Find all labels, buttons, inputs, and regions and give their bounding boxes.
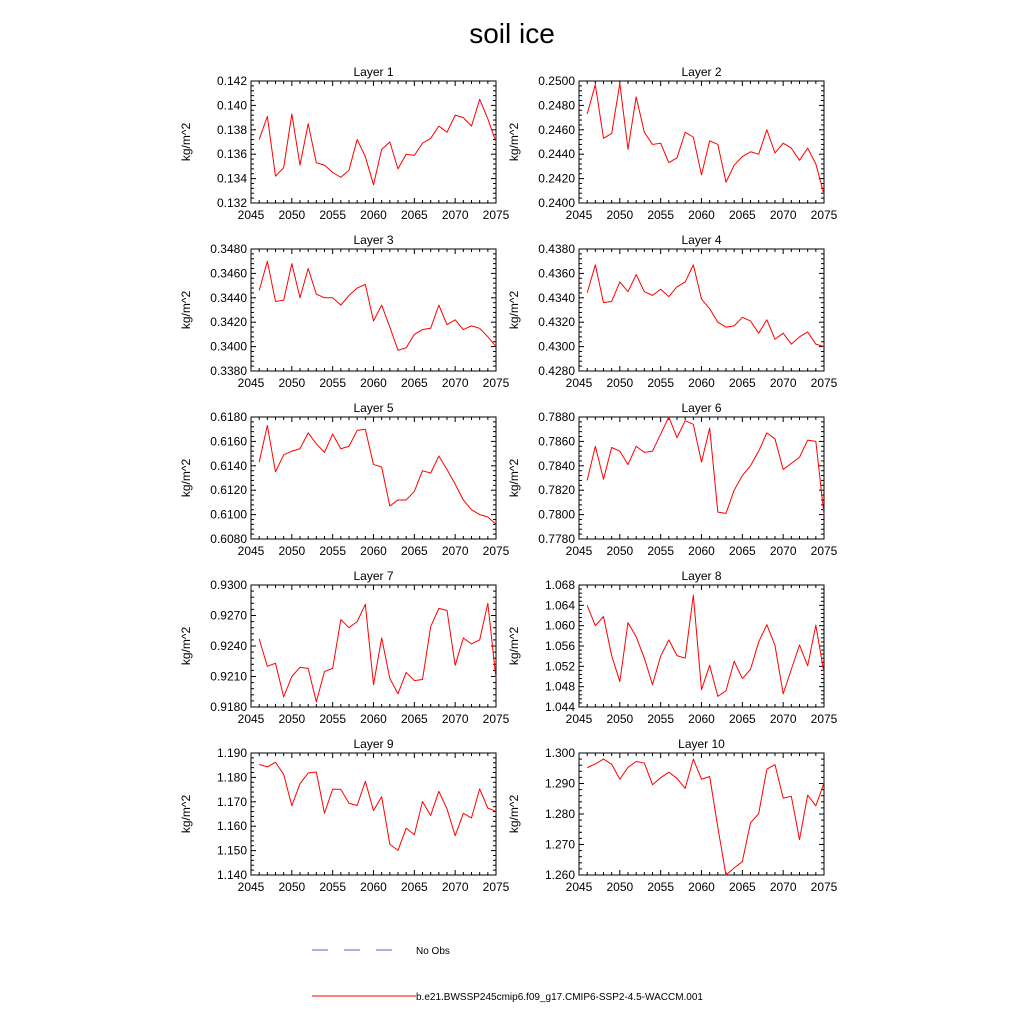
y-axis-label: kg/m^2 <box>507 626 521 666</box>
x-tick-label: 2060 <box>360 712 387 726</box>
x-tick-label: 2060 <box>688 544 715 558</box>
y-tick-label: 1.048 <box>544 679 575 694</box>
x-tick-label: 2070 <box>441 376 469 390</box>
y-tick-label: 0.134 <box>216 171 247 186</box>
x-tick-label: 2075 <box>482 376 510 390</box>
y-tick-label: 0.140 <box>216 98 247 113</box>
panel-title: Layer 7 <box>353 569 394 583</box>
x-tick-label: 2050 <box>606 712 634 726</box>
y-tick-label: 0.3400 <box>210 339 247 354</box>
y-tick-label: 0.7860 <box>538 434 575 449</box>
series-line-layer-5 <box>259 426 496 525</box>
y-tick-label: 1.060 <box>544 618 575 633</box>
y-axis-label: kg/m^2 <box>179 290 193 330</box>
plot-frame <box>579 81 824 203</box>
y-tick-label: 0.4320 <box>538 315 575 330</box>
plot-frame <box>251 417 496 539</box>
x-tick-label: 2075 <box>482 208 510 222</box>
panel-title: Layer 4 <box>681 233 722 247</box>
y-tick-label: 0.9240 <box>210 639 247 653</box>
x-tick-label: 2050 <box>606 880 634 894</box>
x-tick-label: 2070 <box>441 880 469 894</box>
y-tick-label: 0.3480 <box>210 242 247 256</box>
plot-frame <box>251 585 496 707</box>
plot-frame <box>579 417 824 539</box>
y-tick-label: 0.3460 <box>210 266 247 281</box>
y-tick-label: 0.2480 <box>538 98 575 113</box>
panel-title: Layer 1 <box>353 65 394 79</box>
plot-frame <box>251 249 496 371</box>
y-axis-label: kg/m^2 <box>179 122 193 162</box>
panel-title: Layer 2 <box>681 65 722 79</box>
x-tick-label: 2075 <box>482 712 510 726</box>
x-tick-label: 2065 <box>728 544 756 558</box>
x-tick-label: 2075 <box>810 880 838 894</box>
plot-frame <box>579 249 824 371</box>
x-tick-label: 2055 <box>319 712 347 726</box>
plot-frame <box>251 753 496 875</box>
legend-obs-label: No Obs <box>416 946 450 957</box>
y-tick-label: 1.280 <box>544 807 575 821</box>
series-line-layer-9 <box>259 762 496 850</box>
legend-model-label: b.e21.BWSSP245cmip6.f09_g17.CMIP6-SSP2-4.5-WACCM.001 <box>416 992 703 1003</box>
x-tick-label: 2055 <box>647 376 675 390</box>
y-tick-label: 0.132 <box>216 196 247 210</box>
x-tick-label: 2075 <box>810 376 838 390</box>
x-tick-label: 2045 <box>237 376 265 390</box>
y-tick-label: 1.190 <box>216 746 247 760</box>
panel-title: Layer 8 <box>681 569 722 583</box>
x-tick-label: 2055 <box>647 544 675 558</box>
panel-title: Layer 6 <box>681 401 722 415</box>
y-axis-label: kg/m^2 <box>179 794 193 834</box>
y-tick-label: 1.290 <box>544 776 575 791</box>
y-tick-label: 1.140 <box>216 868 247 882</box>
y-tick-label: 0.9270 <box>210 608 247 623</box>
legend <box>312 946 703 1003</box>
x-tick-label: 2060 <box>688 208 715 222</box>
x-tick-label: 2045 <box>237 208 265 222</box>
y-tick-label: 0.4300 <box>538 339 575 354</box>
panel-title: Layer 10 <box>678 737 725 751</box>
x-tick-label: 2075 <box>810 544 838 558</box>
y-tick-label: 0.2460 <box>538 122 575 137</box>
x-tick-label: 2075 <box>482 880 510 894</box>
x-tick-label: 2070 <box>769 544 797 558</box>
x-tick-label: 2065 <box>400 544 428 558</box>
x-tick-label: 2055 <box>319 208 347 222</box>
x-tick-label: 2065 <box>400 376 428 390</box>
y-tick-label: 0.7780 <box>538 532 575 546</box>
y-tick-label: 0.7820 <box>538 483 575 498</box>
x-tick-label: 2050 <box>278 544 306 558</box>
x-tick-label: 2070 <box>441 544 469 558</box>
x-tick-label: 2065 <box>728 376 756 390</box>
x-tick-label: 2050 <box>278 712 306 726</box>
x-tick-label: 2055 <box>319 880 347 894</box>
x-tick-label: 2075 <box>810 208 838 222</box>
x-tick-label: 2060 <box>688 376 715 390</box>
x-tick-label: 2060 <box>360 880 387 894</box>
y-tick-label: 1.170 <box>216 794 247 809</box>
y-tick-label: 0.6160 <box>210 434 247 449</box>
x-tick-label: 2055 <box>647 208 675 222</box>
figure-title: soil ice <box>469 18 555 49</box>
x-tick-label: 2065 <box>728 208 756 222</box>
y-tick-label: 1.056 <box>544 639 575 653</box>
series-line-layer-4 <box>587 265 824 347</box>
x-tick-label: 2045 <box>237 880 265 894</box>
x-tick-label: 2050 <box>278 880 306 894</box>
x-tick-label: 2060 <box>360 376 387 390</box>
x-tick-label: 2065 <box>728 880 756 894</box>
x-tick-label: 2060 <box>360 544 387 558</box>
y-axis-label: kg/m^2 <box>179 458 193 498</box>
x-tick-label: 2055 <box>647 880 675 894</box>
x-tick-label: 2060 <box>360 208 387 222</box>
x-tick-label: 2045 <box>565 712 593 726</box>
y-tick-label: 0.7840 <box>538 458 575 473</box>
series-line-layer-7 <box>259 603 496 702</box>
y-tick-label: 1.180 <box>216 770 247 785</box>
series-line-layer-10 <box>587 759 824 875</box>
x-tick-label: 2065 <box>728 712 756 726</box>
y-tick-label: 0.6120 <box>210 483 247 498</box>
panel-layer-10 <box>507 737 838 894</box>
y-tick-label: 0.4280 <box>538 364 575 378</box>
x-tick-label: 2075 <box>810 712 838 726</box>
panel-layer-5 <box>179 401 510 558</box>
y-tick-label: 0.2440 <box>538 147 575 162</box>
x-tick-label: 2045 <box>565 376 593 390</box>
y-tick-label: 1.064 <box>544 598 575 613</box>
y-tick-label: 0.138 <box>216 122 247 137</box>
series-line-layer-8 <box>587 595 824 696</box>
series-line-layer-6 <box>587 417 824 515</box>
y-tick-label: 1.150 <box>216 843 247 858</box>
x-tick-label: 2050 <box>278 376 306 390</box>
x-tick-label: 2060 <box>688 880 715 894</box>
x-tick-label: 2055 <box>647 712 675 726</box>
y-tick-label: 1.160 <box>216 819 247 834</box>
x-tick-label: 2050 <box>606 376 634 390</box>
x-tick-label: 2045 <box>565 880 593 894</box>
series-line-layer-1 <box>259 99 496 184</box>
y-tick-label: 1.260 <box>544 868 575 882</box>
y-tick-label: 1.044 <box>544 700 575 714</box>
y-tick-label: 1.068 <box>544 578 575 592</box>
y-tick-label: 0.6080 <box>210 532 247 546</box>
panels <box>179 65 838 894</box>
y-tick-label: 0.6100 <box>210 507 247 522</box>
series-line-layer-3 <box>259 261 496 350</box>
y-tick-label: 0.3420 <box>210 315 247 330</box>
y-tick-label: 0.3440 <box>210 290 247 305</box>
y-tick-label: 0.7880 <box>538 410 575 424</box>
x-tick-label: 2070 <box>769 880 797 894</box>
y-tick-label: 1.052 <box>544 659 575 674</box>
x-tick-label: 2070 <box>769 208 797 222</box>
x-tick-label: 2045 <box>237 712 265 726</box>
x-tick-label: 2070 <box>769 376 797 390</box>
x-tick-label: 2070 <box>441 208 469 222</box>
panel-layer-6 <box>507 401 838 558</box>
y-tick-label: 0.4340 <box>538 290 575 305</box>
y-tick-label: 0.2400 <box>538 196 575 210</box>
y-tick-label: 0.9210 <box>210 669 247 684</box>
y-tick-label: 0.7800 <box>538 507 575 522</box>
y-axis-label: kg/m^2 <box>507 290 521 330</box>
y-tick-label: 0.2500 <box>538 74 575 88</box>
y-tick-label: 1.270 <box>544 837 575 852</box>
x-tick-label: 2065 <box>400 712 428 726</box>
y-tick-label: 0.9180 <box>210 700 247 714</box>
x-tick-label: 2045 <box>237 544 265 558</box>
x-tick-label: 2050 <box>606 544 634 558</box>
y-axis-label: kg/m^2 <box>507 458 521 498</box>
y-axis-label: kg/m^2 <box>507 122 521 162</box>
x-tick-label: 2045 <box>565 208 593 222</box>
x-tick-label: 2055 <box>319 376 347 390</box>
x-tick-label: 2070 <box>769 712 797 726</box>
x-tick-label: 2050 <box>278 208 306 222</box>
series-line-layer-2 <box>587 83 824 194</box>
y-axis-label: kg/m^2 <box>179 626 193 666</box>
y-tick-label: 0.9300 <box>210 578 247 592</box>
y-tick-label: 0.142 <box>216 74 247 88</box>
y-tick-label: 0.3380 <box>210 364 247 378</box>
panel-title: Layer 9 <box>353 737 394 751</box>
panel-layer-9 <box>179 737 510 894</box>
panel-layer-7 <box>179 569 510 726</box>
y-tick-label: 0.6180 <box>210 410 247 424</box>
x-tick-label: 2070 <box>441 712 469 726</box>
y-tick-label: 0.4380 <box>538 242 575 256</box>
panel-title: Layer 5 <box>353 401 394 415</box>
x-tick-label: 2060 <box>688 712 715 726</box>
x-tick-label: 2065 <box>400 208 428 222</box>
panel-title: Layer 3 <box>353 233 394 247</box>
panel-layer-3 <box>179 233 510 390</box>
x-tick-label: 2065 <box>400 880 428 894</box>
y-axis-label: kg/m^2 <box>507 794 521 834</box>
x-tick-label: 2045 <box>565 544 593 558</box>
panel-layer-1 <box>179 65 510 222</box>
x-tick-label: 2055 <box>319 544 347 558</box>
panel-layer-2 <box>507 65 838 222</box>
y-tick-label: 0.4360 <box>538 266 575 281</box>
x-tick-label: 2075 <box>482 544 510 558</box>
y-tick-label: 0.2420 <box>538 171 575 186</box>
y-tick-label: 0.6140 <box>210 458 247 473</box>
y-tick-label: 1.300 <box>544 746 575 760</box>
panel-layer-4 <box>507 233 838 390</box>
panel-layer-8 <box>507 569 838 726</box>
y-tick-label: 0.136 <box>216 147 247 162</box>
x-tick-label: 2050 <box>606 208 634 222</box>
